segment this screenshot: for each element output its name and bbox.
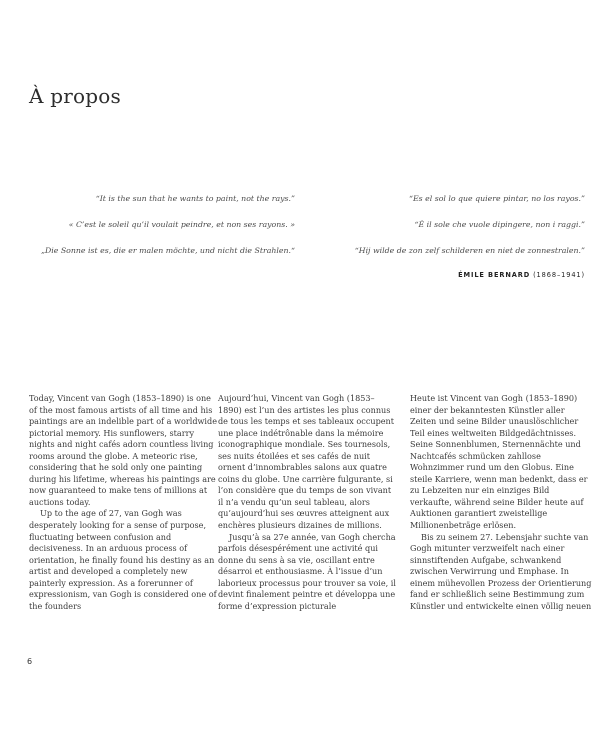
quote-spanish: “Es el sol lo que quiere pintar, no los rayos.” [408,194,585,203]
page-number: 6 [27,657,33,666]
paragraph: Bis zu seinem 27. Lebensjahr suchte van Gogh mitunter verzweifelt nach einer sinnstiftenden Aufgabe, schwankend zwischen Verwirrung und Emphase. In einem mühevollen Prozess der Orientierung fand er schließlich seine Bestimmung zum Künstler und entwickelte einen völlig neuen [410,531,592,611]
attribution-dates: (1868–1941) [530,271,585,279]
quote-italian: “È il sole che vuole dipingere, non i raggi.” [414,220,585,229]
quote-dutch: “Hij wilde de zon zelf schilderen en niet de zonnestralen.” [354,246,585,255]
quote-french: « C’est le soleil qu’il voulait peindre, et non ses rayons. » [68,220,295,229]
quote-german: „Die Sonne ist es, die er malen möchte, und nicht die Strahlen.“ [40,246,295,255]
paragraph: Jusqu’à sa 27e année, van Gogh chercha parfois désespérément une activité qui donne du sens à sa vie, oscillant entre désarroi et enthousiasme. À l’issue d’un laborieux processus pour trouver sa voie, il devint finalement peintre et développa une forme d’expression picturale [218,531,396,611]
text-column-german [410,393,592,612]
paragraph: Aujourd’hui, Vincent van Gogh (1853–1890) est l’un des artistes les plus connus de tous les temps et ses tableaux occupent une place indétrônable dans la mémoire iconographique mondiale. Ses tournesols, ses nuits étoilées et ses cafés de nuit ornent d’innombrables salons aux quatre coins du globe. Une carrière fulgurante, si l’on considère que du temps de son vivant il n’a vendu qu’un seul tableau, alors qu’aujourd’hui ses œuvres atteignent aux enchères plusieurs dizaines de millions. [218,393,395,531]
quote-attribution [458,271,585,279]
page-title: À propos [29,84,121,108]
paragraph: Heute ist Vincent van Gogh (1853–1890) einer der bekanntesten Künstler aller Zeiten und seine Bilder unauslöschlicher Teil eines weltweiten Bildgedächtnisses. Seine Sonnenblumen, Sternennächte und Nachtcafés schmücken zahllose Wohnzimmer rund um den Globus. Eine steile Karriere, wenn man bedenkt, dass er zu Lebzeiten nur ein einziges Bild verkaufte, während seine Bilder heute auf Auktionen garantiert zweistellige Millionenbeträge erlösen. [410,393,588,531]
text-column-french [218,393,398,612]
attribution-name: ÉMILE BERNARD [458,271,531,279]
paragraph: Up to the age of 27, van Gogh was desperately looking for a sense of purpose, fluctuating between confusion and decisiveness. In an arduous process of orientation, he finally found his destiny as an artist and developed a completely new painterly expression. As a forerunner of expressionism, van Gogh is considered one of the founders [29,508,217,611]
paragraph: Today, Vincent van Gogh (1853–1890) is one of the most famous artists of all time and his paintings are an indelible part of a worldwide pictorial memory. His sunflowers, starry nights and night cafés adorn countless living rooms around the globe. A meteoric rise, considering that he sold only one painting during his lifetime, whereas his paintings are now guaranteed to make tens of millions at auctions today. [29,393,217,507]
text-column-english [29,393,217,612]
quote-english: “It is the sun that he wants to paint, not the rays.” [95,194,295,203]
